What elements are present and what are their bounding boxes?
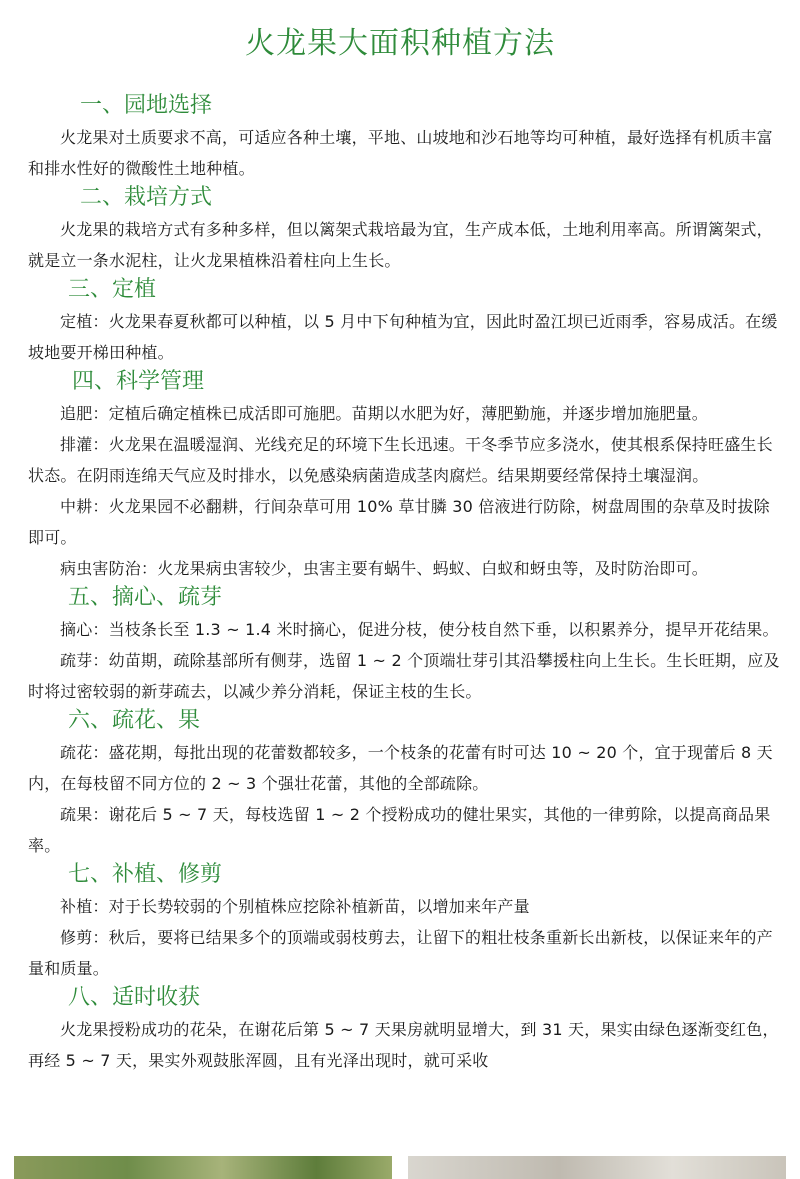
- section-paragraph: 定植：火龙果春夏秋都可以种植，以 5 月中下旬种植为宜，因此时盈江坝已近雨季，容易成活。在缓坡地要开梯田种植。: [28, 312, 778, 362]
- trellis-photo: [408, 1156, 786, 1179]
- section-paragraph: 火龙果对土质要求不高，可适应各种土壤，平地、山坡地和沙石地等均可种植，最好选择有机质丰富和排水性好的微酸性土地种植。: [28, 128, 773, 178]
- section-heading: 八、适时收获: [68, 985, 201, 1010]
- section-heading: 三、定植: [68, 277, 157, 302]
- section-paragraph: 病虫害防治：火龙果病虫害较少，虫害主要有蜗牛、蚂蚁、白蚁和蚜虫等，及时防治即可。: [60, 559, 709, 578]
- section-heading: 五、摘心、疏芽: [68, 585, 223, 610]
- photo-strip: [0, 1156, 800, 1179]
- section-heading: 二、栽培方式: [80, 185, 213, 210]
- section-paragraph: 摘心：当枝条长至 1.3 ~ 1.4 米时摘心，促进分枝，使分枝自然下垂，以积累养分，提早开花结果。: [60, 620, 779, 639]
- section-paragraph: 火龙果授粉成功的花朵，在谢花后第 5 ~ 7 天果房就明显增大，到 31 天，果实由绿色逐渐变红色，再经 5 ~ 7 天，果实外观鼓胀浑圆，且有光泽出现时，就可采收: [28, 1020, 779, 1070]
- section-paragraph: 中耕：火龙果园不必翻耕，行间杂草可用 10% 草甘膦 30 倍液进行防除，树盘周围的杂草及时拔除即可。: [28, 497, 770, 547]
- section-replanting-pruning: [28, 861, 780, 984]
- section-paragraph: 疏果：谢花后 5 ~ 7 天，每枝选留 1 ~ 2 个授粉成功的健壮果实，其他的一律剪除，以提高商品果率。: [28, 805, 771, 855]
- section-paragraph: 修剪：秋后，要将已结果多个的顶端或弱枝剪去，让留下的粗壮枝条重新长出新枝，以保证来年的产量和质量。: [28, 928, 773, 978]
- section-heading: 七、补植、修剪: [68, 862, 223, 887]
- section-paragraph: 疏芽：幼苗期，疏除基部所有侧芽，选留 1 ~ 2 个顶端壮芽引其沿攀援柱向上生长。生长旺期，应及时将过密较弱的新芽疏去，以减少养分消耗，保证主枝的生长。: [28, 651, 780, 701]
- section-paragraph: 排灌：火龙果在温暖湿润、光线充足的环境下生长迅速。干冬季节应多浇水，使其根系保持旺盛生长状态。在阴雨连绵天气应及时排水，以免感染病菌造成茎肉腐烂。结果期要经常保持土壤湿润。: [28, 435, 773, 485]
- article-body: [28, 92, 780, 1076]
- section-harvest: [28, 984, 780, 1076]
- section-paragraph: 火龙果的栽培方式有多种多样，但以篱架式栽培最为宜，生产成本低，土地利用率高。所谓篱架式，就是立一条水泥柱，让火龙果植株沿着柱向上生长。: [28, 220, 773, 270]
- section-paragraph: 补植：对于长势较弱的个别植株应挖除补植新苗，以增加来年产量: [60, 897, 530, 916]
- section-heading: 六、疏花、果: [68, 708, 201, 733]
- section-management: [28, 368, 780, 584]
- section-pinching-thinning: [28, 584, 780, 707]
- section-site-selection: [28, 92, 780, 184]
- section-paragraph: 追肥：定植后确定植株已成活即可施肥。苗期以水肥为好，薄肥勤施，并逐步增加施肥量。: [60, 404, 709, 423]
- section-heading: 一、园地选择: [80, 93, 213, 118]
- section-heading: 四、科学管理: [72, 369, 205, 394]
- section-planting: [28, 276, 780, 368]
- section-paragraph: 疏花：盛花期，每批出现的花蕾数都较多，一个枝条的花蕾有时可达 10 ~ 20 个，宜于现蕾后 8 天内，在每枝留不同方位的 2 ~ 3 个强壮花蕾，其他的全部疏除。: [28, 743, 773, 793]
- dragon-fruit-field-photo: [14, 1156, 392, 1179]
- page-title: 火龙果大面积种植方法: [245, 26, 555, 61]
- section-cultivation-method: [28, 184, 780, 276]
- section-flower-fruit-thinning: [28, 707, 780, 861]
